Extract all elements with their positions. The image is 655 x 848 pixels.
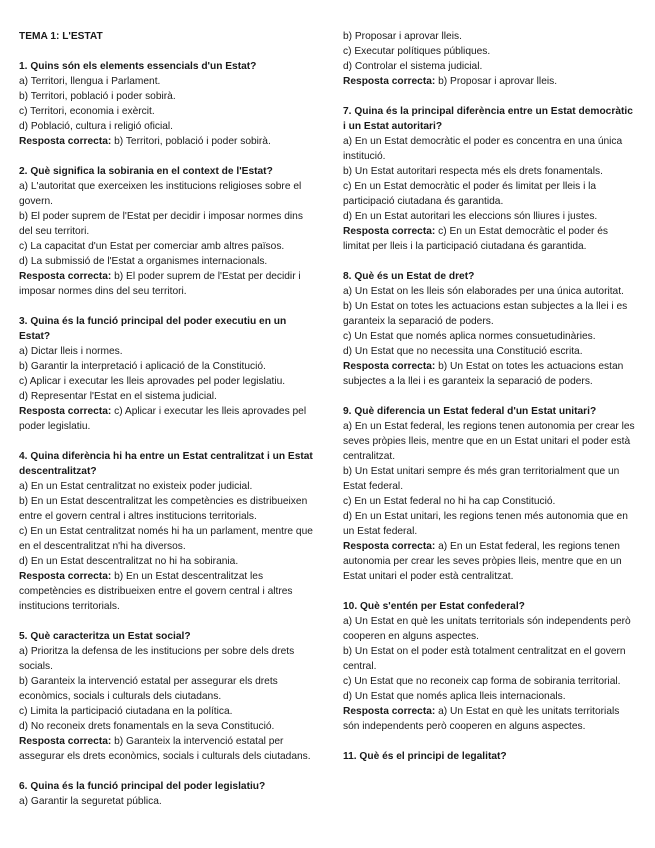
answer-option: d) En un Estat autoritari les eleccions són lliures i justes. [343,211,598,222]
correct-answer [343,539,637,584]
answer-option: b) Territori, població i poder sobirà. [19,91,176,102]
question-block [19,164,315,299]
question-title: 4. Quina diferència hi ha entre un Estat centralitzat i un Estat descentralitzat? [19,451,313,477]
question-block [19,59,315,149]
correct-answer-label: Resposta correcta: [343,706,436,717]
answer-option: d) No reconeix drets fonamentals en la seva Constitució. [19,721,275,732]
answer-option: a) Un Estat on les lleis són elaborades per una única autoritat. [343,286,624,297]
correct-answer-label: Resposta correcta: [19,571,112,582]
question-block [19,629,315,764]
question-block [19,314,315,434]
answer-option: c) En un Estat centralitzat només hi ha un parlament, mentre que en el descentralitzat n'hi ha diversos. [19,526,313,552]
question-title: 11. Què és el principi de legalitat? [343,751,507,762]
answer-option: b) Un Estat autoritari respecta més els drets fonamentals. [343,166,603,177]
question-block [343,749,637,764]
question-block [343,269,637,389]
answer-option: d) La submissió de l'Estat a organismes internacionals. [19,256,268,267]
question-title: 5. Què caracteritza un Estat social? [19,631,191,642]
question-block [343,404,637,584]
correct-answer-text: c) Aplicar i executar les lleis aprovades pel poder legislatiu. [19,406,307,432]
answer-option: a) En un Estat democràtic el poder es concentra en una única institució. [343,136,623,162]
answer-option: d) Controlar el sistema judicial. [343,61,483,72]
answer-option: c) Executar polítiques públiques. [343,46,491,57]
answer-option: a) Dictar lleis i normes. [19,346,123,357]
question-title: 6. Quina és la funció principal del poder legislatiu? [19,781,266,792]
answer-option: c) La capacitat d'un Estat per comerciar amb altres països. [19,241,285,252]
answer-option: b) El poder suprem de l'Estat per decidir i imposar normes dins del seu territori. [19,211,303,237]
answer-option: d) Un Estat que només aplica lleis internacionals. [343,691,566,702]
correct-answer [19,569,315,614]
correct-answer-label: Resposta correcta: [19,736,112,747]
correct-answer-text: a) En un Estat federal, les regions tenen autonomia per crear les seves pròpies lleis, mentre que en un Estat unitari el poder està centralitzat. [343,541,622,582]
answer-option: a) Territori, llengua i Parlament. [19,76,161,87]
answer-option: b) Un Estat on el poder està totalment centralitzat en el govern central. [343,646,626,672]
answer-option: b) En un Estat descentralitzat les competències es distribueixen entre el govern central i altres institucions territorials. [19,496,308,522]
question-block [343,29,637,89]
correct-answer [343,359,637,389]
document-title: TEMA 1: L'ESTAT [19,31,103,42]
question-title: 8. Què és un Estat de dret? [343,271,475,282]
correct-answer [19,404,315,434]
answer-option: b) Garanteix la intervenció estatal per assegurar els drets econòmics, socials i culturals dels ciutadans. [19,676,278,702]
answer-option: d) En un Estat unitari, les regions tenen més autonomia que en un Estat federal. [343,511,628,537]
answer-option: b) Proposar i aprovar lleis. [343,31,462,42]
correct-answer-text: b) El poder suprem de l'Estat per decidir i imposar normes dins del seu territori. [19,271,301,297]
answer-option: c) Limita la participació ciutadana en la política. [19,706,233,717]
left-question-list [19,59,315,809]
left-column [19,29,315,809]
answer-option: d) Un Estat que no necessita una Constitució escrita. [343,346,583,357]
answer-option: c) En un Estat democràtic el poder és limitat per lleis i la participació ciutadana és garantida. [343,181,597,207]
correct-answer-text: a) Un Estat en què les unitats territorials són independents però cooperen en alguns aspectes. [343,706,620,732]
answer-option: a) L'autoritat que exerceixen les institucions religioses sobre el govern. [19,181,302,207]
correct-answer-text: b) Garanteix la intervenció estatal per assegurar els drets econòmics, socials i culturals dels ciutadans. [19,736,311,762]
answer-option: a) En un Estat federal, les regions tenen autonomia per crear les seves pròpies lleis, mentre que en un Estat unitari el poder està centralitzat. [343,421,635,462]
question-title: 10. Què s'entén per Estat confederal? [343,601,525,612]
correct-answer [19,269,315,299]
question-block [19,449,315,614]
question-title: 1. Quins són els elements essencials d'un Estat? [19,61,257,72]
answer-option: b) Garantir la interpretació i aplicació de la Constitució. [19,361,266,372]
correct-answer [343,224,637,254]
correct-answer [19,734,315,764]
correct-answer-label: Resposta correcta: [19,271,112,282]
correct-answer [343,704,637,734]
question-title: 9. Què diferencia un Estat federal d'un Estat unitari? [343,406,597,417]
answer-option: d) Població, cultura i religió oficial. [19,121,174,132]
answer-option: b) Un Estat unitari sempre és més gran territorialment que un Estat federal. [343,466,620,492]
answer-option: a) Garantir la seguretat pública. [19,796,162,807]
answer-option: c) Aplicar i executar les lleis aprovades pel poder legislatiu. [19,376,286,387]
right-question-list [343,29,637,764]
question-block [343,599,637,734]
correct-answer-text: c) En un Estat democràtic el poder és limitat per lleis i la participació ciutadana és garantida. [343,226,609,252]
answer-option: a) Un Estat en què les unitats territorials són independents però cooperen en alguns aspectes. [343,616,631,642]
correct-answer [343,74,637,89]
answer-option: d) Representar l'Estat en el sistema judicial. [19,391,217,402]
answer-option: c) En un Estat federal no hi ha cap Constitució. [343,496,556,507]
question-title: 3. Quina és la funció principal del poder executiu en un Estat? [19,316,287,342]
question-title: 2. Què significa la sobirania en el context de l'Estat? [19,166,273,177]
answer-option: c) Territori, economia i exèrcit. [19,106,155,117]
question-block [19,779,315,809]
answer-option: a) Prioritza la defensa de les institucions per sobre dels drets socials. [19,646,295,672]
question-title: 7. Quina és la principal diferència entre un Estat democràtic i un Estat autoritari? [343,106,633,132]
answer-option: c) Un Estat que només aplica normes consuetudinàries. [343,331,596,342]
answer-option: d) En un Estat descentralitzat no hi ha sobirania. [19,556,239,567]
answer-option: a) En un Estat centralitzat no existeix poder judicial. [19,481,253,492]
correct-answer-label: Resposta correcta: [343,541,436,552]
correct-answer-text: b) En un Estat descentralitzat les competències es distribueixen entre el govern central i altres institucions territorials. [19,571,293,612]
question-block [343,104,637,254]
answer-option: b) Un Estat on totes les actuacions estan subjectes a la llei i es garanteix la separació de poders. [343,301,628,327]
correct-answer-label: Resposta correcta: [343,76,436,87]
correct-answer-label: Resposta correcta: [343,361,436,372]
correct-answer-label: Resposta correcta: [19,136,112,147]
answer-option: c) Un Estat que no reconeix cap forma de sobirania territorial. [343,676,621,687]
correct-answer-text: b) Proposar i aprovar lleis. [438,76,558,87]
correct-answer-label: Resposta correcta: [343,226,436,237]
correct-answer-text: b) Un Estat on totes les actuacions estan subjectes a la llei i es garanteix la separació de poders. [343,361,624,387]
correct-answer-label: Resposta correcta: [19,406,112,417]
correct-answer [19,134,315,149]
right-column [343,29,637,764]
correct-answer-text: b) Territori, població i poder sobirà. [114,136,271,147]
